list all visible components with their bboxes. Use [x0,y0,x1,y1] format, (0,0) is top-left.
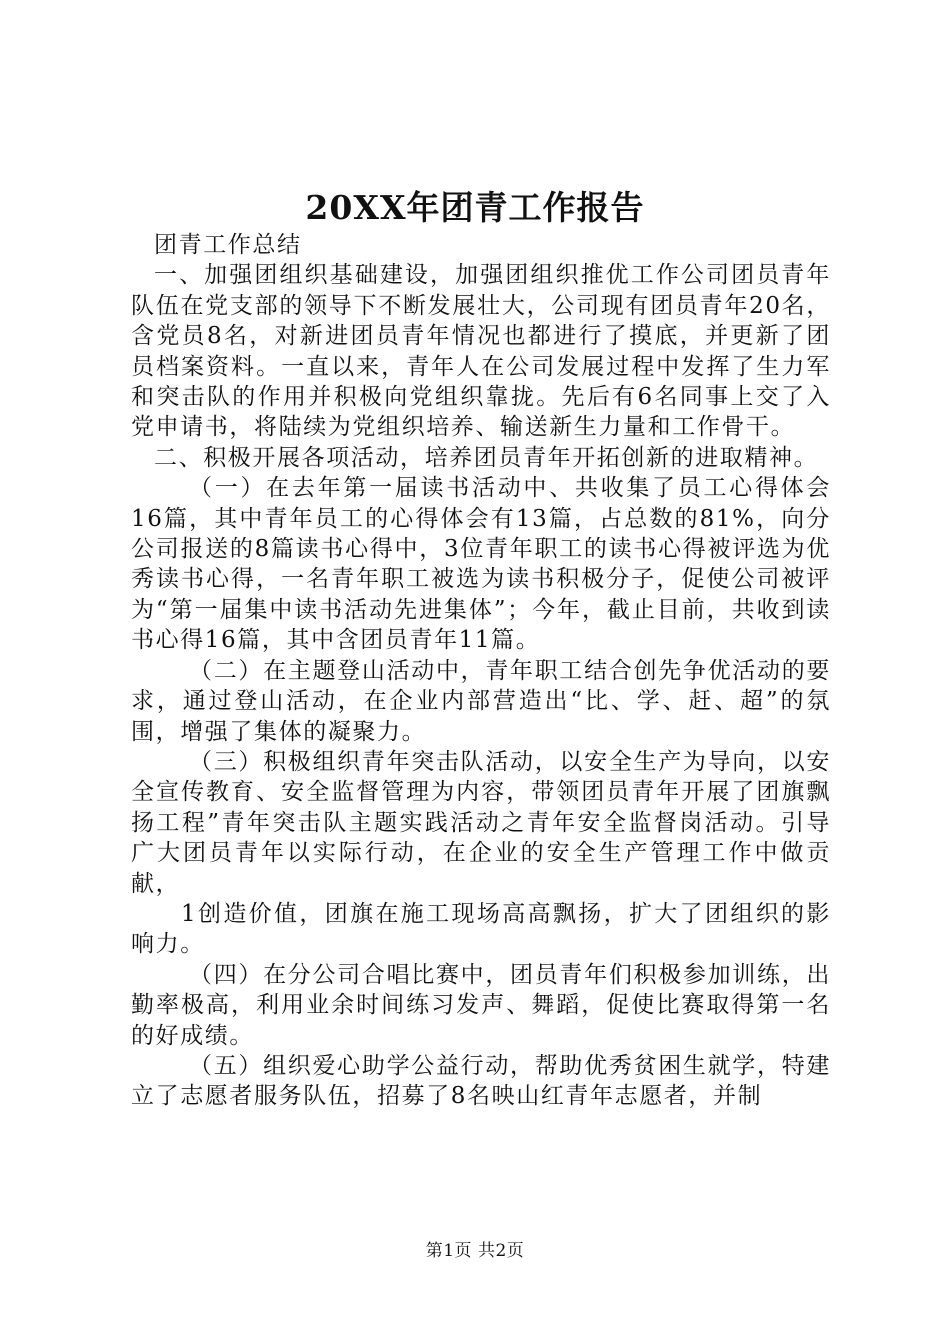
paragraph-1: 一、加强团组织基础建设，加强团组织推优工作公司团员青年队伍在党支部的领导下不断发展壮大，公司现有团员青年20名，含党员8名，对新进团员青年情况也都进行了摸底，并更新了团员档案资料。一直以来，青年人在公司发展过程中发挥了生力军和突击队的作用并积极向党组织靠拢。先后有6名同事上交了入党申请书，将陆续为党组织培养、输送新生力量和工作骨干。 [131,262,831,441]
paragraph-5: （三）积极组织青年突击队活动，以安全生产为导向，以安全宣传教育、安全监督管理为内容，带领团员青年开展了团旗飘扬工程”青年突击队主题实践活动之青年安全监督岗活动。引导广大团员青年以实际行动，在企业的安全生产管理工作中做贡献， [131,748,831,897]
paragraph-7: （四）在分公司合唱比赛中，团员青年们积极参加训练，出勤率极高，利用业余时间练习发声、舞蹈，促使比赛取得第一名的好成绩。 [131,961,831,1049]
page-footer: 第1页 共2页 [425,1241,525,1261]
document-title: 20XX年团青工作报告 [305,188,645,227]
paragraph-4: （二）在主题登山活动中，青年职工结合创先争优活动的要求，通过登山活动，在企业内部营造出“比、学、赶、超”的氛围，增强了集体的凝聚力。 [131,657,831,745]
paragraph-2: 二、积极开展各项活动，培养团员青年开拓创新的进取精神。 [154,444,819,471]
document-body [131,230,831,1112]
paragraph-3: （一）在去年第一届读书活动中、共收集了员工心得体会16篇，其中青年员工的心得体会有13篇，占总数的81%，向分公司报送的8篇读书心得中，3位青年职工的读书心得被评选为优秀读书心得，一名青年职工被选为读书积极分子，促使公司被评为“第一届集中读书活动先进集体”；今年，截止目前，共收到读书心得16篇，其中含团员青年11篇。 [131,475,831,654]
paragraph-8: （五）组织爱心助学公益行动，帮助优秀贫困生就学，特建立了志愿者服务队伍，招募了8名映山红青年志愿者，并制 [131,1052,831,1110]
paragraph-6: 1创造价值，团旗在施工现场高高飘扬，扩大了团组织的影响力。 [131,900,831,958]
section-heading: 团青工作总结 [154,232,302,258]
